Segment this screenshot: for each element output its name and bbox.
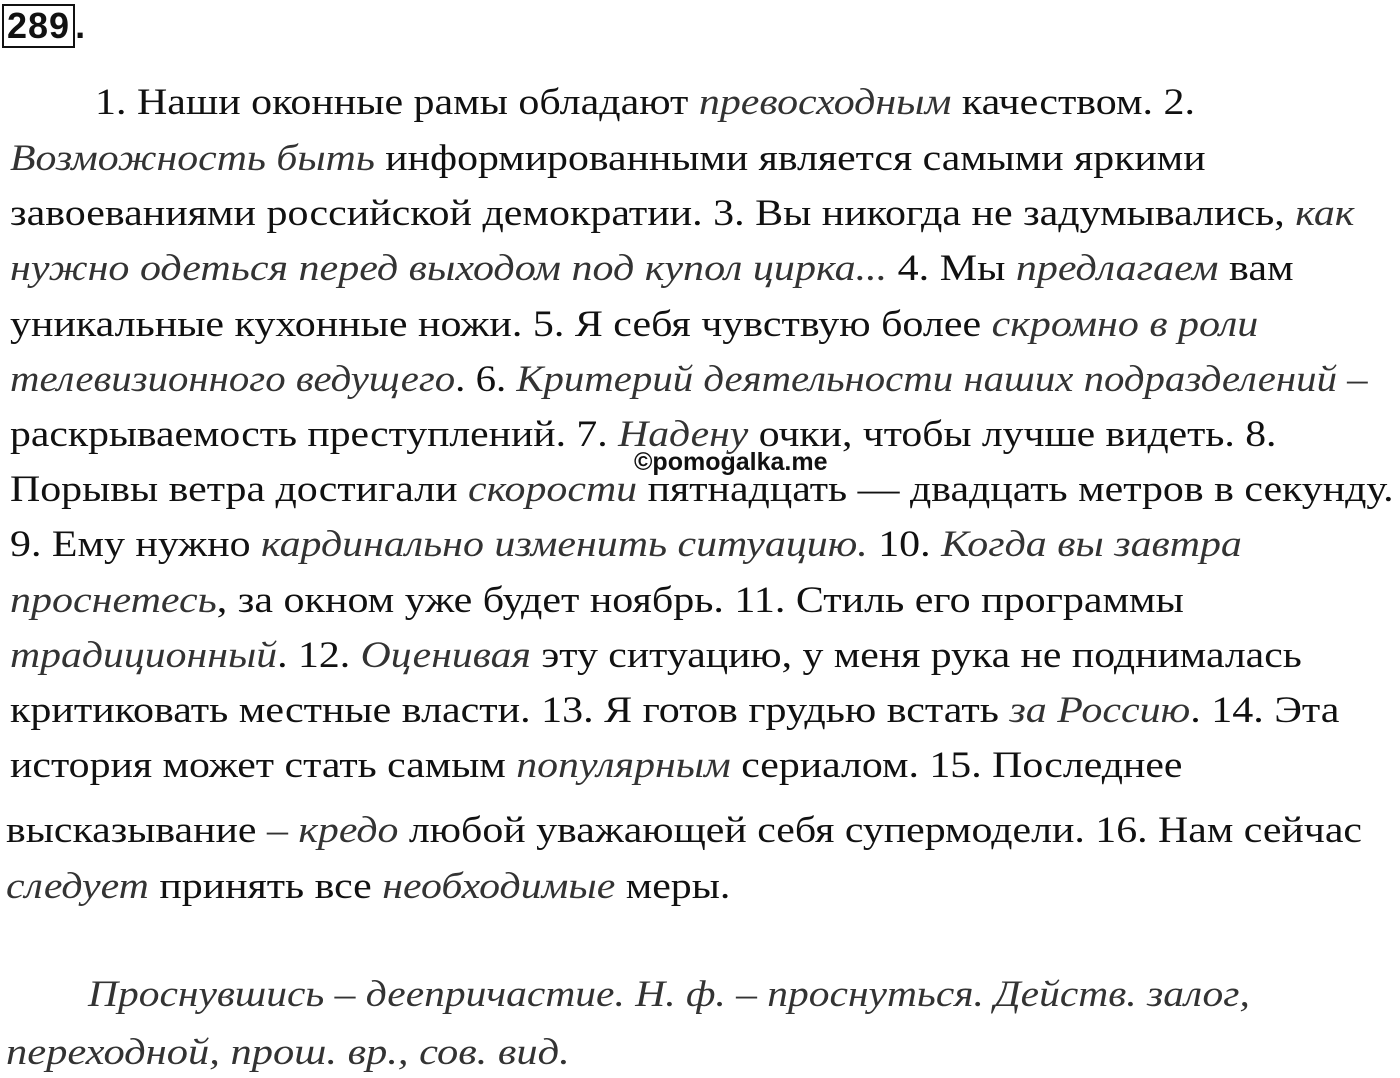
text-fragment: . 14. Эта: [1190, 690, 1340, 731]
text-fragment: качеством. 2.: [951, 82, 1195, 123]
text-line: [10, 246, 1294, 292]
text-fragment: высказывание: [6, 810, 267, 851]
text-line: [10, 357, 1368, 403]
italic-fragment: скорости: [467, 469, 638, 510]
italic-fragment: Надену: [618, 414, 749, 455]
text-fragment: история может стать самым: [10, 745, 517, 786]
watermark: ©pomogalka.me: [634, 448, 828, 476]
exercise-number: [2, 4, 86, 48]
italic-fragment: кардинально изменить ситуацию.: [261, 524, 868, 565]
italic-fragment: Когда вы завтра: [941, 524, 1242, 565]
italic-fragment: – кредо: [266, 810, 399, 851]
exercise-number-box: [2, 4, 75, 48]
italic-fragment: традиционный: [10, 635, 278, 676]
text-line: [10, 578, 1184, 624]
text-fragment: Порывы ветра достигали: [10, 469, 468, 510]
text-fragment: вам: [1218, 248, 1294, 289]
note-line: [88, 972, 1250, 1018]
exercise-number-dot: .: [75, 5, 87, 46]
text-line: [10, 302, 1258, 348]
italic-fragment: Критерий деятельности наших подразделений –: [516, 359, 1368, 400]
text-line: [10, 136, 1206, 182]
text-line: [95, 80, 1195, 126]
italic-fragment: необходимые: [382, 866, 616, 907]
text-fragment: завоеваниями российской демократии. 3. Вы никогда не задумывались,: [10, 193, 1296, 234]
text-fragment: раскрываемость преступлений. 7.: [10, 414, 619, 455]
text-fragment: очки, чтобы лучше видеть. 8.: [748, 414, 1277, 455]
text-fragment: 1. Наши оконные рамы обладают: [95, 82, 699, 123]
italic-fragment: следует: [6, 866, 149, 907]
text-fragment: . 12.: [277, 635, 361, 676]
italic-fragment: за Россию: [1009, 690, 1191, 731]
text-fragment: , за окном уже будет ноябрь. 11. Стиль его программы: [216, 580, 1184, 621]
text-fragment: информированными является самыми яркими: [374, 138, 1206, 179]
italic-fragment: популярным: [516, 745, 731, 786]
text-fragment: 4. Мы: [887, 248, 1016, 289]
text-fragment: эту ситуацию, у меня рука не поднималась: [530, 635, 1302, 676]
text-fragment: 10.: [867, 524, 942, 565]
italic-fragment: скромно в роли: [991, 304, 1259, 345]
italic-fragment: проснетесь: [10, 580, 217, 621]
text-fragment: критиковать местные власти. 13. Я готов грудью встать: [10, 690, 1010, 731]
text-line: [6, 864, 730, 910]
text-line: [10, 633, 1302, 679]
text-fragment: меры.: [615, 866, 731, 907]
italic-fragment: Возможность быть: [10, 138, 375, 179]
note-text: переходной, прош. вр., сов. вид.: [6, 1032, 570, 1073]
text-fragment: 9. Ему нужно: [10, 524, 262, 565]
italic-fragment: превосходным: [698, 82, 952, 123]
text-fragment: пятнадцать — двадцать метров в секунду.: [637, 469, 1394, 510]
text-fragment: любой уважающей себя супермодели. 16. Нам сейчас: [398, 810, 1363, 851]
text-line: [10, 688, 1339, 734]
italic-fragment: предлагаем: [1015, 248, 1219, 289]
text-line: [10, 522, 1242, 568]
text-fragment: сериалом. 15. Последнее: [730, 745, 1183, 786]
text-line: [10, 743, 1182, 789]
note-line: [6, 1030, 570, 1076]
note-text: Проснувшись – деепричастие. Н. ф. – проснуться. Действ. залог,: [88, 974, 1250, 1015]
text-line: [10, 191, 1354, 237]
italic-fragment: телевизионного ведущего: [10, 359, 456, 400]
italic-fragment: Оценивая: [360, 635, 531, 676]
text-fragment: уникальные кухонные ножи. 5. Я себя чувствую более: [10, 304, 992, 345]
italic-fragment: как: [1295, 193, 1355, 234]
text-fragment: принять все: [148, 866, 383, 907]
exercise-number-text: 289: [7, 5, 71, 46]
italic-fragment: нужно одеться перед выходом под купол цирка...: [10, 248, 888, 289]
text-fragment: . 6.: [455, 359, 517, 400]
text-line: [6, 808, 1362, 854]
